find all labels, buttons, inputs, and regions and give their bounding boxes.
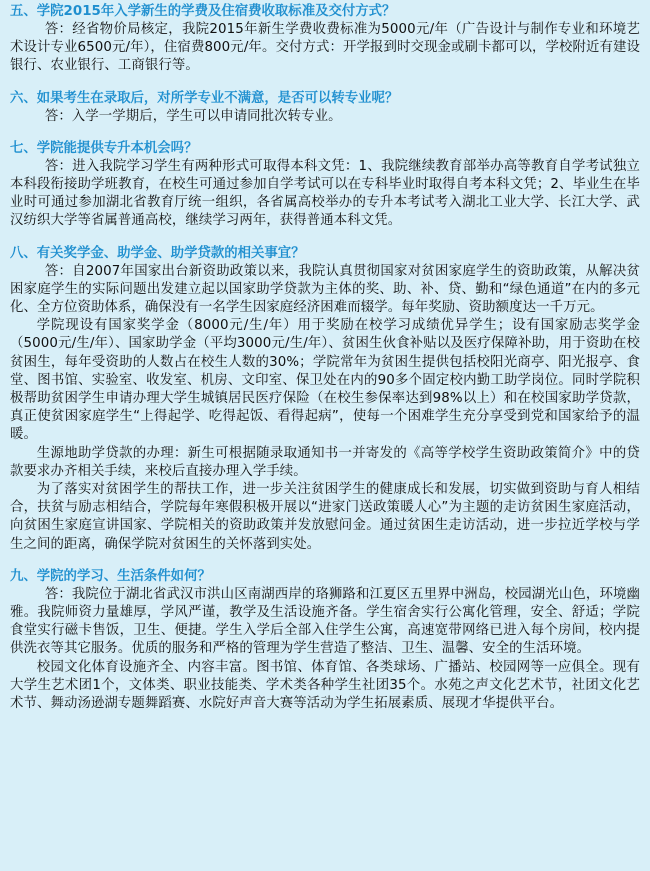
loan-paragraph: 生源地助学贷款的办理：新生可根据随录取通知书一并寄发的《高等学校学生资助政策简介》中的贷款要求办齐相关手续，来校后直接办理入学手续。 xyxy=(10,445,640,479)
campus-culture-paragraph: 校园文化体育设施齐全、内容丰富。图书馆、体育馆、各类球场、广播站、校园网等一应俱全。现有大学生艺术团1个，文体类、职业技能类、学术类各种学生社团35个。水苑之声文化艺术节，社团文化艺术节、舞动汤逊湖专题舞蹈赛、水院好声音大赛等活动为学生拓展素质、展现才华提供平台。 xyxy=(10,659,640,712)
section-heading: 七、学院能提供专升本机会吗？ xyxy=(10,140,198,156)
answer-paragraph: 答：入学一学期后，学生可以申请同批次转专业。 xyxy=(44,108,342,124)
faq-section-6 xyxy=(10,89,640,126)
faq-section-7 xyxy=(10,139,640,231)
faq-section-9 xyxy=(10,567,640,713)
section-heading: 八、有关奖学金、助学金、助学贷款的相关事宜？ xyxy=(10,245,305,261)
faq-section-5 xyxy=(10,2,640,76)
faq-section-8 xyxy=(10,244,640,554)
scholarship-paragraph: 学院现设有国家奖学金（8000元/生/年）用于奖励在校学习成绩优异学生；设有国家励志奖学金（5000元/生/年）、国家助学金（平均3000元/生/年）、贫困生伙食补贴以及医疗保障补助，用于资助在校贫困生，每年受资助的人数占在校生人数的30%；学院常年为贫困生提供包括校阳光商亭、阳光报亭、食堂、图书馆、实验室、收发室、机房、文印室、保卫处在内的90多个固定校内勤工助学岗位。同时学院积极帮助贫困学生申请办理大学生城镇居民医疗保险（在校生参保率达到98%以上）和在校国家助学贷款，真正使贫困家庭学生“上得起学、吃得起饭、看得起病”，使每一个困难学生充分享受到党和国家给予的温暖。 xyxy=(10,318,640,443)
answer-paragraph: 答：自2007年国家出台新资助政策以来，我院认真贯彻国家对贫困家庭学生的资助政策，从解决贫困家庭学生的实际问题出发建立起以国家助学贷款为主体的奖、助、补、贷、勤和“绿色通道”在内的多元化、全方位资助体系，确保没有一名学生因家庭经济困难而辍学。每年奖励、资助额度达一千万元。 xyxy=(10,263,640,316)
answer-paragraph: 答：我院位于湖北省武汉市洪山区南湖西岸的珞狮路和江夏区五里界中洲岛，校园湖光山色，环境幽雅。我院师资力量雄厚，学风严谨，教学及生活设施齐备。学生宿舍实行公寓化管理，安全、舒适；学院食堂实行磁卡售饭，卫生、便捷。学生入学后全部入住学生公寓，高速宽带网络已进入每个房间，校内提供洗衣等其它服务。优质的服务和严格的管理为学生营造了整洁、卫生、温馨、安全的生活环境。 xyxy=(10,586,640,657)
answer-paragraph: 答：进入我院学习学生有两种形式可取得本科文凭：1、我院继续教育部举办高等教育自学考试独立本科段衔接助学班教育，在校生可通过参加自学考试可以在专科毕业时取得自考本科文凭；2、毕业生在毕业时可通过参加湖北省教育厅统一组织，各省属高校举办的专升本考试考入湖北工业大学、长江大学、武汉纺织大学等省属普通高校，继续学习两年，获得普通本科文凭。 xyxy=(10,158,640,229)
answer-paragraph: 答：经省物价局核定，我院2015年新生学费收费标准为5000元/年（广告设计与制作专业和环境艺术设计专业6500元/年），住宿费800元/年。交付方式：开学报到时交现金或刷卡都可以，学校附近有建设银行、农业银行、工商银行等。 xyxy=(10,22,640,74)
section-heading: 六、如果考生在录取后，对所学专业不满意，是否可以转专业呢？ xyxy=(10,90,399,106)
section-heading: 九、学院的学习、生活条件如何？ xyxy=(10,568,211,584)
visit-paragraph: 为了落实对贫困学生的帮扶工作，进一步关注贫困学生的健康成长和发展，切实做到资助与育人相结合，扶贫与励志相结合，学院每年寒假积极开展以“进家门送政策暖人心”为主题的走访贫困生家庭活动，向贫困生家庭宣讲国家、学院相关的资助政策并发放慰问金。通过贫困生走访活动，进一步拉近学校与学生之间的距离，确保学院对贫困生的关怀落到实处。 xyxy=(10,482,640,552)
section-heading: 五、学院2015年入学新生的学费及住宿费收取标准及交付方式？ xyxy=(10,4,396,19)
